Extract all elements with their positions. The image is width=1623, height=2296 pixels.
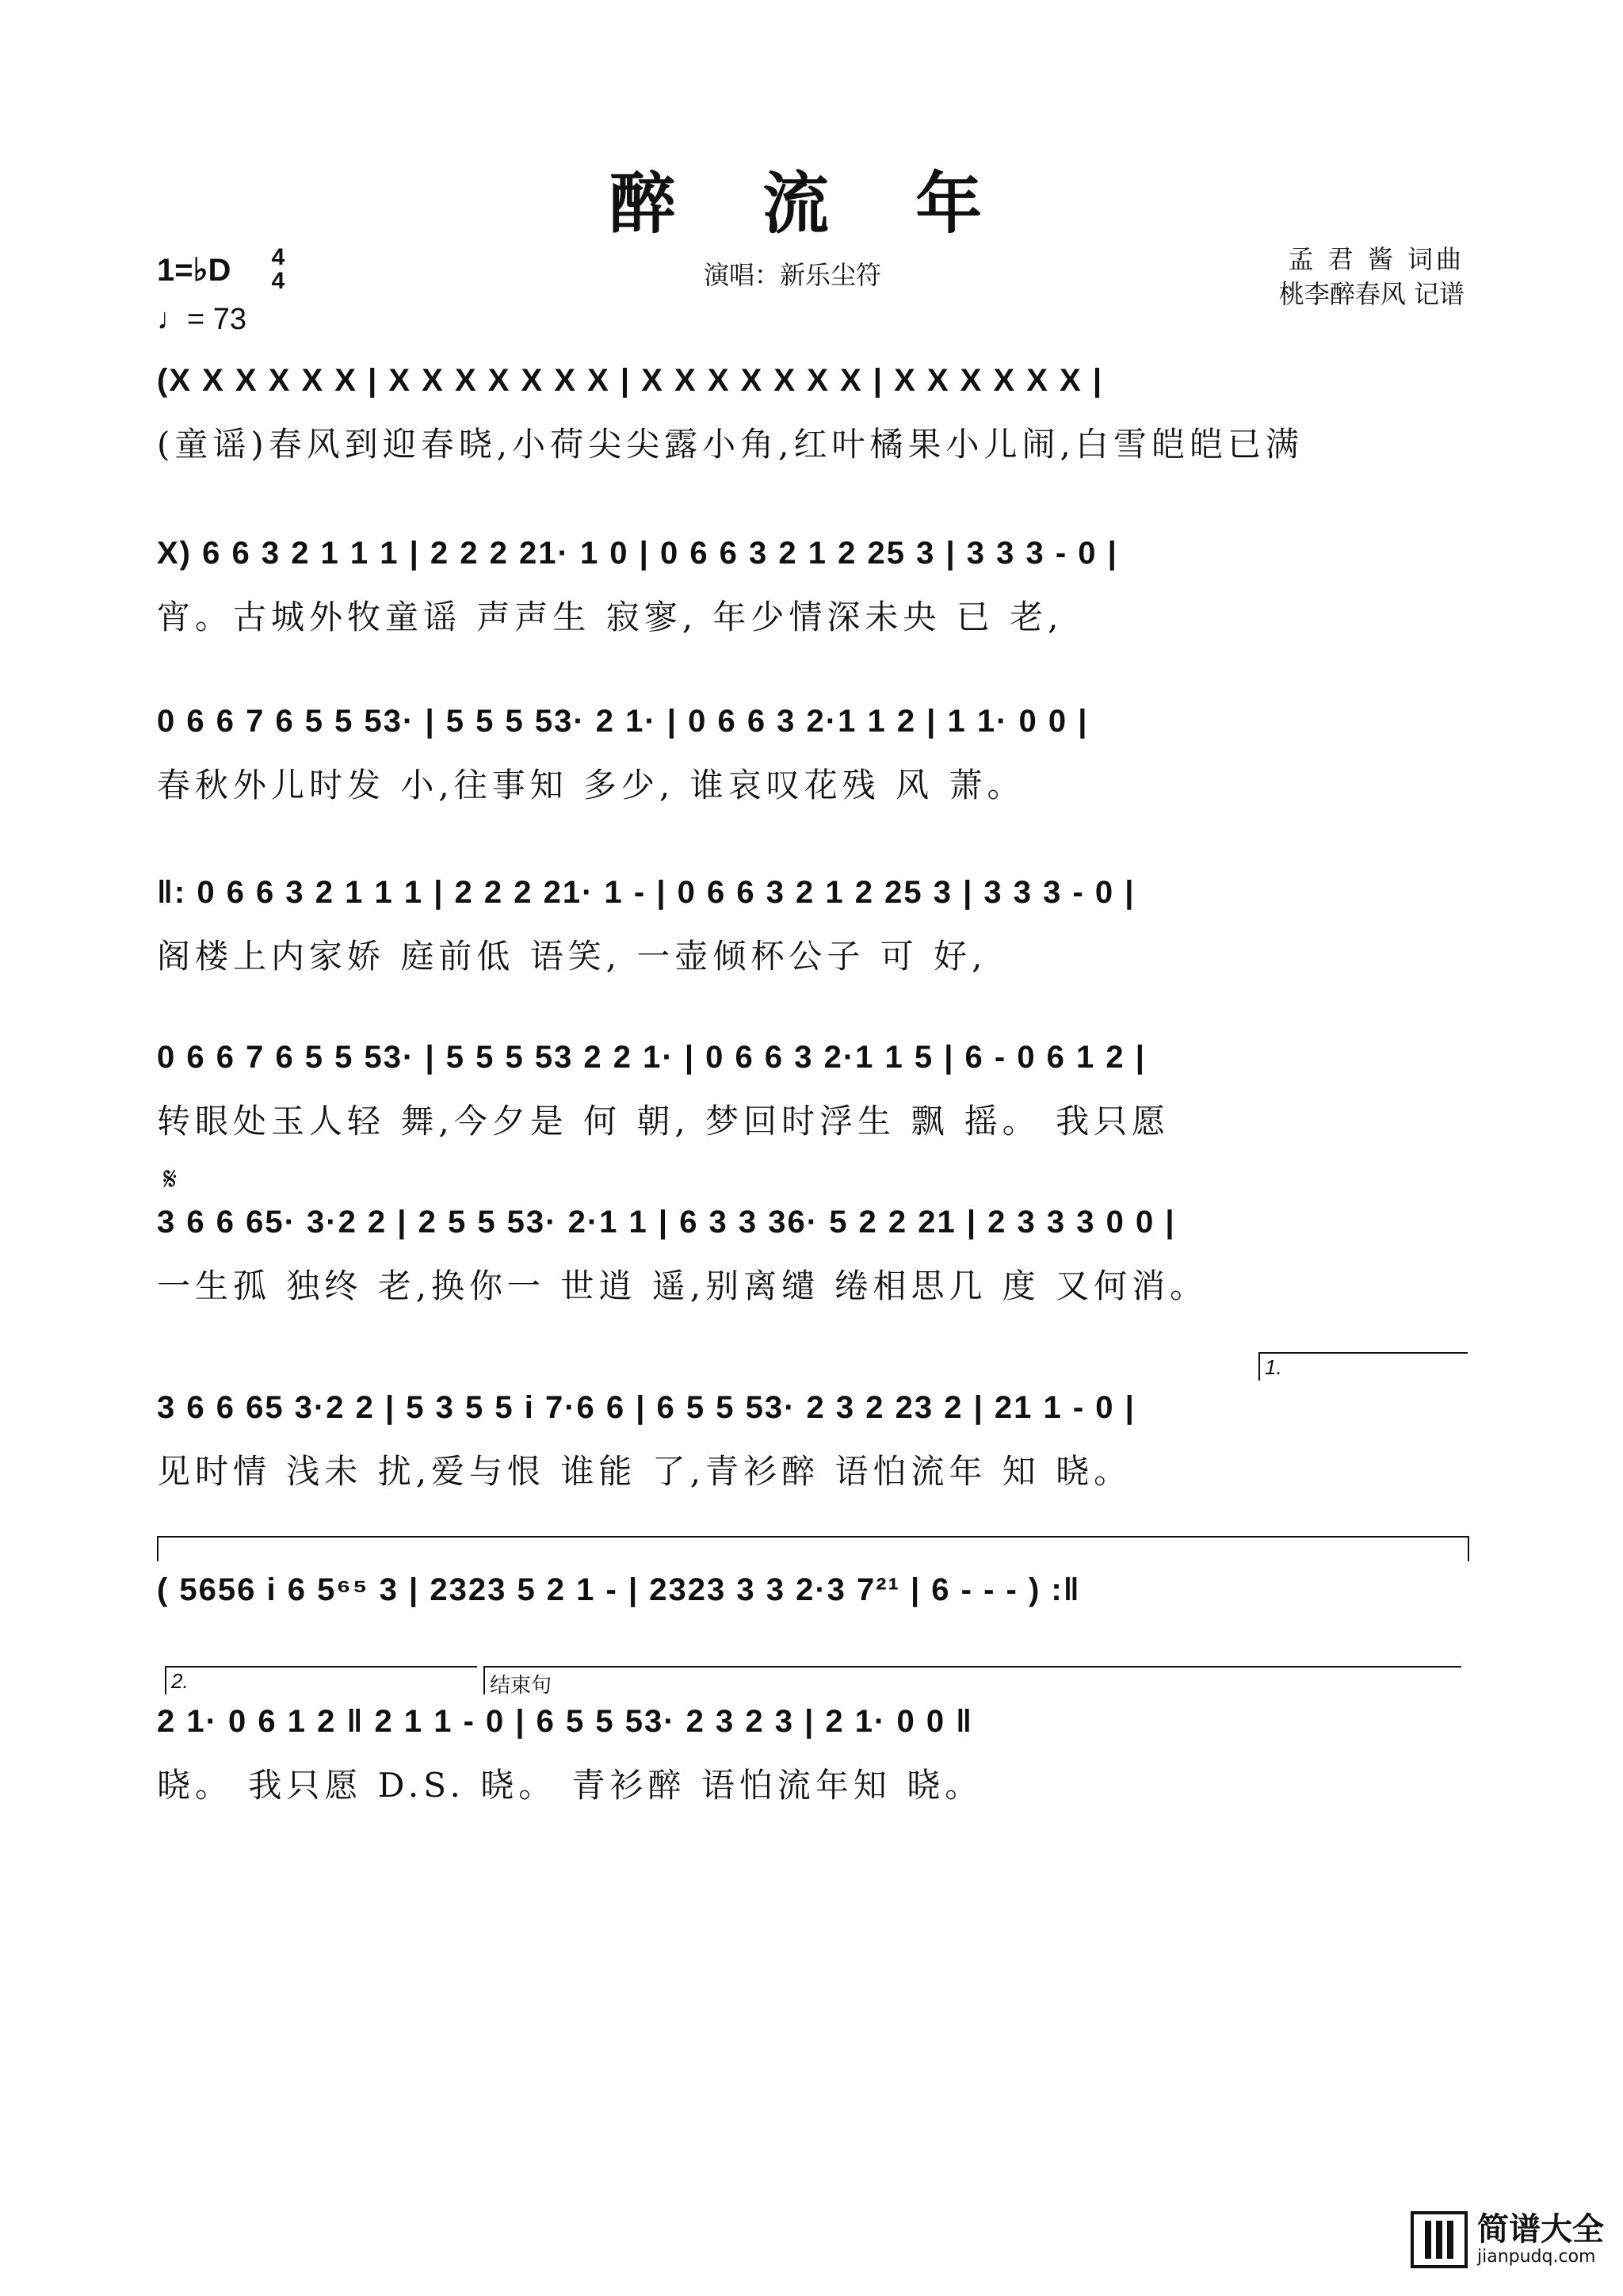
score-line-6-notes: 3 6 6 65· 3·2 2 | 2 5 5 53· 2·1 1 | 6 3 3 36· 5 2 2 21 | 2 3 3 3 0 0 | (157, 1205, 1176, 1240)
score-line-8-notes: ( 5656 i 6 5⁶⁵ 3 | 2323 5 2 1 - | 2323 3 3 2·3 7²¹ | 6 - - - ) :‖ (157, 1572, 1081, 1607)
score-line-3-notes: 0 6 6 7 6 5 5 53· | 5 5 5 53· 2 1· | 0 6 6 3 2·1 1 2 | 1 1· 0 0 | (157, 704, 1089, 739)
singer-credit: 演唱：新乐尘符 (704, 260, 882, 290)
score-line-3-lyrics: 春秋外儿时发 小,往事知 多少, 谁哀叹花残 风 萧。 (157, 766, 1025, 804)
score-line-5-lyrics: 转眼处玉人轻 舞,今夕是 何 朝, 梦回时浮生 飘 摇。 我只愿 (157, 1102, 1170, 1140)
score-line-9-notes: 2 1· 0 6 1 2 ‖ 2 1 1 - 0 | 6 5 5 53· 2 3 2 3 | 2 1· 0 0 ‖ (157, 1704, 974, 1739)
score-line-6-lyrics: 一生孤 独终 老,换你一 世逍 遥,别离缱 绻相思几 度 又何消。 (157, 1266, 1209, 1305)
first-ending-bracket: 1. (1258, 1352, 1468, 1381)
score-line-7-notes: 3 6 6 65 3·2 2 | 5 3 5 5 i 7·6 6 | 6 5 5 53· 2 3 2 23 2 | 21 1 - 0 | (157, 1390, 1136, 1425)
second-ending-bracket: 2. (165, 1666, 477, 1694)
score-line-2-notes: X) 6 6 3 2 1 1 1 | 2 2 2 21· 1 0 | 0 6 6 3 2 1 2 25 3 | 3 3 3 - 0 | (157, 536, 1118, 571)
score-line-9-lyrics: 晓。 我只愿 D.S. 晓。 青衫醉 语怕流年知 晓。 (157, 1766, 983, 1805)
watermark (1411, 2211, 1604, 2268)
lyricist-credit: 孟 君 酱 词曲 (1288, 244, 1465, 274)
coda-label: 结束句 (483, 1666, 1461, 1694)
watermark-name: 简谱大全 (1477, 2211, 1604, 2248)
piano-keys-icon (1411, 2211, 1468, 2268)
tempo-marking: ♩= 73 (157, 303, 247, 336)
score-line-1-lyrics: (童谣)春风到迎春晓,小荷尖尖露小角,红叶橘果小儿闹,白雪皑皑已满 (157, 425, 1304, 464)
score-line-2-lyrics: 宵。古城外牧童谣 声声生 寂寥, 年少情深未央 已 老, (157, 598, 1064, 636)
score-line-7-lyrics: 见时情 浅未 扰,爱与恨 谁能 了,青衫醉 语怕流年 知 晓。 (157, 1452, 1132, 1491)
watermark-url: jianpudq.com (1477, 2247, 1596, 2267)
time-sig-top: 4 (271, 244, 285, 270)
segno-sign: 𝄋 (163, 1161, 178, 1198)
score-line-1-notes: (X X X X X X | X X X X X X X | X X X X X X X | X X X X X X | (157, 363, 1104, 398)
score-line-5-notes: 0 6 6 7 6 5 5 53· | 5 5 5 53 2 2 1· | 0 6 6 3 2·1 1 5 | 6 - 0 6 1 2 | (157, 1040, 1146, 1075)
time-sig-bottom: 4 (271, 268, 285, 294)
key-signature (157, 244, 285, 294)
interlude-bracket (157, 1536, 1469, 1561)
transcriber-credit: 桃李醉春风 记谱 (1278, 279, 1465, 309)
score-line-4-notes: ‖: 0 6 6 3 2 1 1 1 | 2 2 2 21· 1 - | 0 6 6 3 2 1 2 25 3 | 3 3 3 - 0 | (157, 875, 1136, 910)
song-title: 醉 流 年 (609, 164, 1014, 243)
score-line-4-lyrics: 阁楼上内家娇 庭前低 语笑, 一壶倾杯公子 可 好, (157, 937, 987, 976)
time-signature (268, 246, 288, 293)
key-label: 1=♭D (157, 253, 231, 288)
